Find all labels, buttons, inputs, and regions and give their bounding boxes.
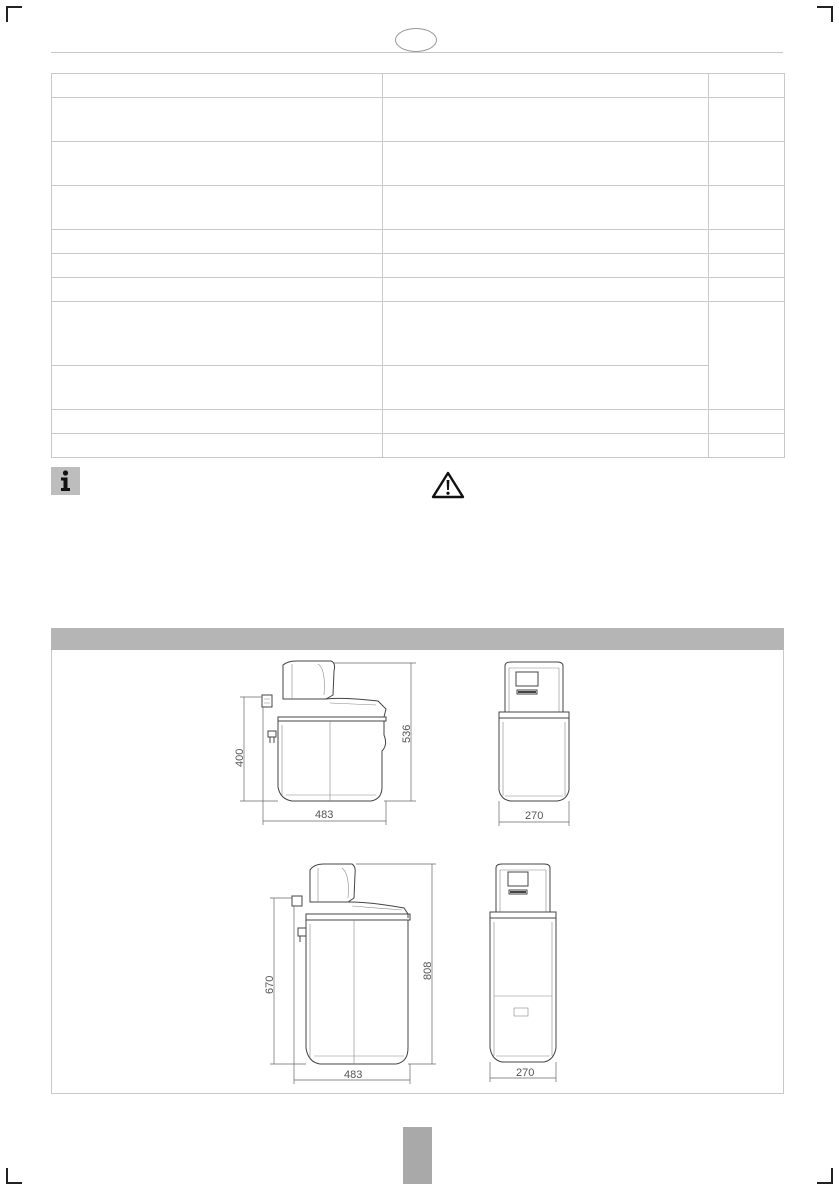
table-row <box>52 302 785 366</box>
language-badge <box>395 28 437 52</box>
table-row <box>52 278 785 302</box>
small-unit-front-view <box>495 660 575 825</box>
table-row <box>52 186 785 230</box>
large-unit-side-view <box>262 858 442 1088</box>
crop-mark-top-right <box>817 6 833 22</box>
dimension-label: 670 <box>264 975 276 994</box>
crop-mark-bottom-left <box>6 1168 22 1184</box>
dimension-label: 400 <box>234 748 246 767</box>
dimensions-section-header <box>51 628 784 650</box>
warning-icon <box>431 471 465 499</box>
crop-mark-bottom-right <box>817 1168 833 1184</box>
info-icon <box>51 467 80 495</box>
table-row <box>52 366 785 410</box>
spec-table <box>51 73 785 458</box>
table-row <box>52 434 785 458</box>
page-number-tab <box>403 1127 432 1184</box>
table-row <box>52 142 785 186</box>
dimension-label: 270 <box>516 1067 535 1079</box>
dimension-label: 483 <box>344 1069 363 1081</box>
crop-mark-top-left <box>6 6 22 22</box>
table-row <box>52 98 785 142</box>
large-unit-front-view <box>488 862 564 1087</box>
table-row <box>52 254 785 278</box>
small-unit-side-view <box>226 655 426 825</box>
dimension-label: 536 <box>401 724 413 743</box>
header-rule <box>51 52 783 53</box>
table-row <box>52 230 785 254</box>
dimension-label: 270 <box>525 810 544 822</box>
table-row <box>52 410 785 434</box>
dimension-label: 808 <box>422 961 434 980</box>
dimension-label: 483 <box>315 809 334 821</box>
table-row <box>52 74 785 98</box>
